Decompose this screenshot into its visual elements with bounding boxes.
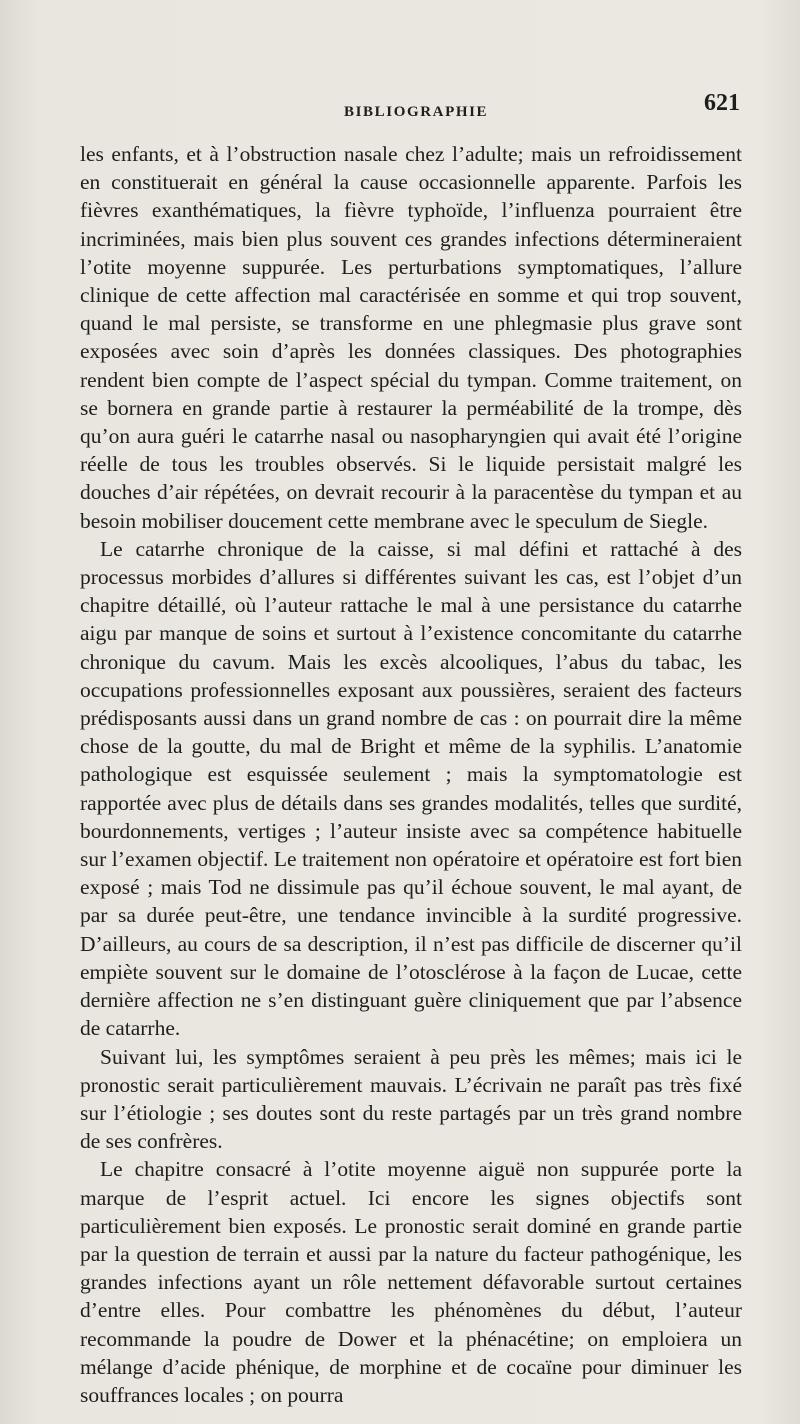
body-text xyxy=(80,140,742,1409)
page-header xyxy=(0,90,800,130)
paragraph-1: les enfants, et à l’obstruction nasale chez l’adulte; mais un refroidissement en constituerait en général la cause occasionnelle apparente. Parfois les fièvres exanthématiques, la fièvre typhoïde, l’influenza pourraient être incriminées, mais bien plus souvent ces grandes infections détermineraient l’otite moyenne suppurée. Les perturbations symptomatiques, l’allure clinique de cette affection mal caractérisée en somme et qui trop souvent, quand le mal persiste, se transforme en une phlegmasie plus grave sont exposées avec soin d’après les données classiques. Des photographies rendent bien compte de l’aspect spécial du tympan. Comme traitement, on se bornera en grande partie à restaurer la perméabilité de la trompe, dès qu’on aura guéri le catarrhe nasal ou nasopharyngien qui avait été l’origine réelle de tous les troubles observés. Si le liquide persistait malgré les douches d’air répétées, on devrait recourir à la paracentèse du tympan et au besoin mobiliser doucement cette membrane avec le speculum de Siegle. xyxy=(80,142,742,533)
paragraph-4: Le chapitre consacré à l’otite moyenne aiguë non suppurée porte la marque de l’esprit actuel. Ici encore les signes objectifs sont particulièrement bien exposés. Le pronostic serait dominé en grande partie par la question de terrain et aussi par la nature du facteur pathogénique, les grandes infections ayant un rôle nettement défavorable surtout certaines d’entre elles. Pour combattre les phénomènes du début, l’auteur recommande la poudre de Dower et la phénacétine; on emploiera un mélange d’acide phénique, de morphine et de cocaïne pour diminuer les souffrances locales ; on pourra xyxy=(80,1157,742,1407)
running-head: BIBLIOGRAPHIE xyxy=(344,104,489,120)
page-number: 621 xyxy=(704,90,740,116)
paragraph-2: Le catarrhe chronique de la caisse, si mal défini et rattaché à des processus morbides d’allures si différentes suivant les cas, est l’objet d’un chapitre détaillé, où l’auteur rattache le mal à une persistance du catarrhe aigu par manque de soins et surtout à l’existence concomitante du catarrhe chronique du cavum. Mais les excès alcooliques, l’abus du tabac, les occupations professionnelles exposant aux poussières, seraient des facteurs prédisposants aussi dans un grand nombre de cas : on pourrait dire la même chose de la goutte, du mal de Bright et même de la syphilis. L’anatomie pathologique est esquissée seulement ; mais la symptomatologie est rapportée avec plus de détails dans ses grandes modalités, telles que surdité, bourdonnements, vertiges ; l’auteur insiste avec sa compétence habituelle sur l’examen objectif. Le traitement non opératoire et opératoire est fort bien exposé ; mais Tod ne dissimule pas qu’il échoue souvent, le mal ayant, de par sa durée peut-être, une tendance invincible à la surdité progressive. D’ailleurs, au cours de sa description, il n’est pas difficile de discerner qu’il empiète souvent sur le domaine de l’otosclérose à la façon de Lucae, cette dernière affection ne s’en distinguant guère cliniquement que par l’absence de catarrhe. xyxy=(80,536,742,1041)
paragraph-3: Suivant lui, les symptômes seraient à peu près les mêmes; mais ici le pronostic serait particulièrement mauvais. L’écrivain ne paraît pas très fixé sur l’étiologie ; ses doutes sont du reste partagés par un très grand nombre de ses confrères. xyxy=(80,1044,742,1154)
